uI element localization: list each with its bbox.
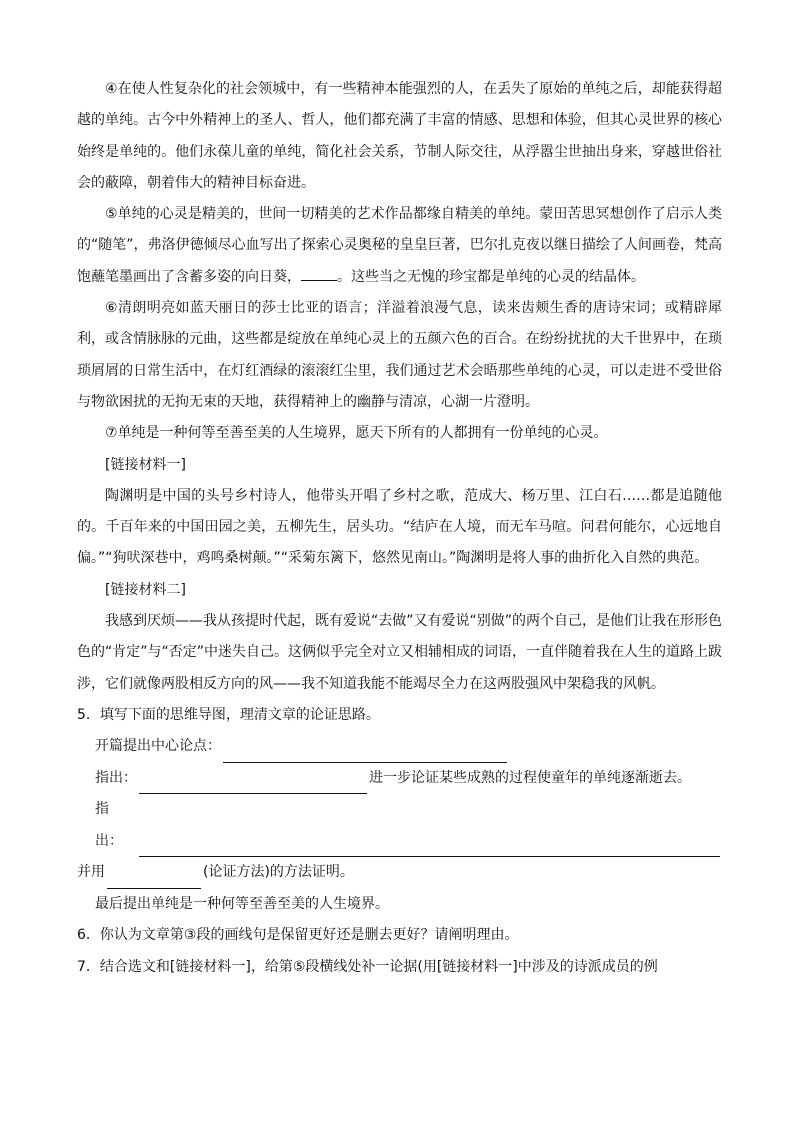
q5-line-2 — [77, 763, 722, 795]
central-argument-blank[interactable] — [223, 742, 507, 763]
material-2-text: 我感到厌烦——我从孩提时代起，既有爱说“去做”又有爱说“别做”的两个自己，是他们让我在形形色色的“肯定”与“否定”中迷失自己。这俩似乎完全对立又相辅相成的词语，一直伴随着我在人生的道路上跋涉，它们就像两股相反方向的风——我不知道我能不能竭尽全力在这两股强风中架稳我的风帆。 — [77, 613, 723, 692]
question-6: 6．你认为文章第③段的画线句是保留更好还是删去更好？请阐明理由。 — [77, 927, 519, 944]
point-2-blank[interactable] — [139, 836, 720, 857]
material-1-label: [链接材料一] — [105, 456, 186, 473]
material-2-label: [链接材料二] — [105, 581, 186, 598]
point-1-blank[interactable] — [139, 773, 367, 794]
paragraph-6: ⑥清朗明亮如蓝天丽日的莎士比亚的语言；洋溢着浪漫气息，读来齿颊生香的唐诗宋词；或精辟犀利，或含情脉脉的元曲，这些都是绽放在单纯心灵上的五颜六色的百合。在纷纷扰扰的大千世界中，在琐琐屑屑的日常生活中，在灯红酒绿的滚滚红尘里，我们通过艺术会晤那些单纯的心灵，可以走进不受世俗与物欲困扰的无拘无束的天地，获得精神上的幽静与清凉，心湖一片澄明。 — [77, 300, 722, 410]
paragraph-5 — [77, 199, 722, 293]
paragraph-7: ⑦单纯是一种何等至善至美的人生境界，愿天下所有的人都拥有一份单纯的心灵。 — [105, 425, 608, 442]
q5-line-1 — [77, 731, 722, 763]
question-7: 7．结合选文和[链接材料一]，给第⑤段横线处补一论据(用[链接材料一]中涉及的诗派成员的例 — [77, 958, 658, 975]
q5-line-1-label: 开篇提出中心论点： — [95, 738, 221, 755]
q5-line-3 — [77, 794, 722, 857]
q5-line-5: 最后提出单纯是一种何等至善至美的人生境界。 — [95, 895, 389, 912]
question-5-title: 5．填写下面的思维导图，理清文章的论证思路。 — [77, 706, 380, 723]
method-blank[interactable] — [107, 868, 201, 889]
paragraph-5-before: ⑤单纯的心灵是精美的，世间一切精美的艺术作品都缘自精美的单纯。蒙田苦思冥想创作了启示人类的“随笔”，弗洛伊德倾尽心血写出了探索心灵奥秘的皇皇巨著，巴尔扎克夜以继日描绘了人间画卷，梵高饱蘸笔墨画出了含蓄多姿的向日葵， — [77, 206, 722, 285]
q5-line-2-suffix: 进一步论证某些成熟的过程使童年的单纯逐渐逝去。 — [369, 769, 691, 786]
paragraph-5-after: 。这些当之无愧的珍宝都是单纯的心灵的结晶体。 — [337, 268, 645, 285]
document-content — [77, 74, 722, 983]
paragraph-4: ④在使人性复杂化的社会领城中，有一些精神本能强烈的人，在丢失了原始的单纯之后，却能获得超越的单纯。古今中外精神上的圣人、哲人，他们都充满了丰富的情感、思想和体验，但其心灵世界的核心始终是单纯的。他们永葆儿童的单纯，简化社会关系，节制人际交往，从浮嚣尘世抽出身来，穿越世俗社会的蔽障，朝着伟大的精神目标奋进。 — [77, 81, 722, 191]
material-1-text: 陶渊明是中国的头号乡村诗人，他带头开唱了乡村之歌，范成大、杨万里、江白石……都是追随他的。千百年来的中国田园之美，五柳先生，居头功。“结庐在人境，而无车马喧。问君何能尔，心远地自偏。”“狗吠深巷中，鸡鸣桑树颠。”“采菊东篱下，悠然见南山。”陶渊明是将人事的曲折化入自然的典范。 — [77, 487, 722, 567]
paragraph-5-blank[interactable] — [301, 262, 337, 281]
q5-line-3-label: 指出： — [95, 801, 123, 849]
q5-line-4 — [77, 857, 722, 889]
q5-line-4-suffix: (论证方法)的方法证明。 — [203, 864, 354, 881]
q5-line-4-prefix: 并用 — [77, 864, 105, 881]
q5-line-2-label: 指出： — [95, 769, 137, 786]
